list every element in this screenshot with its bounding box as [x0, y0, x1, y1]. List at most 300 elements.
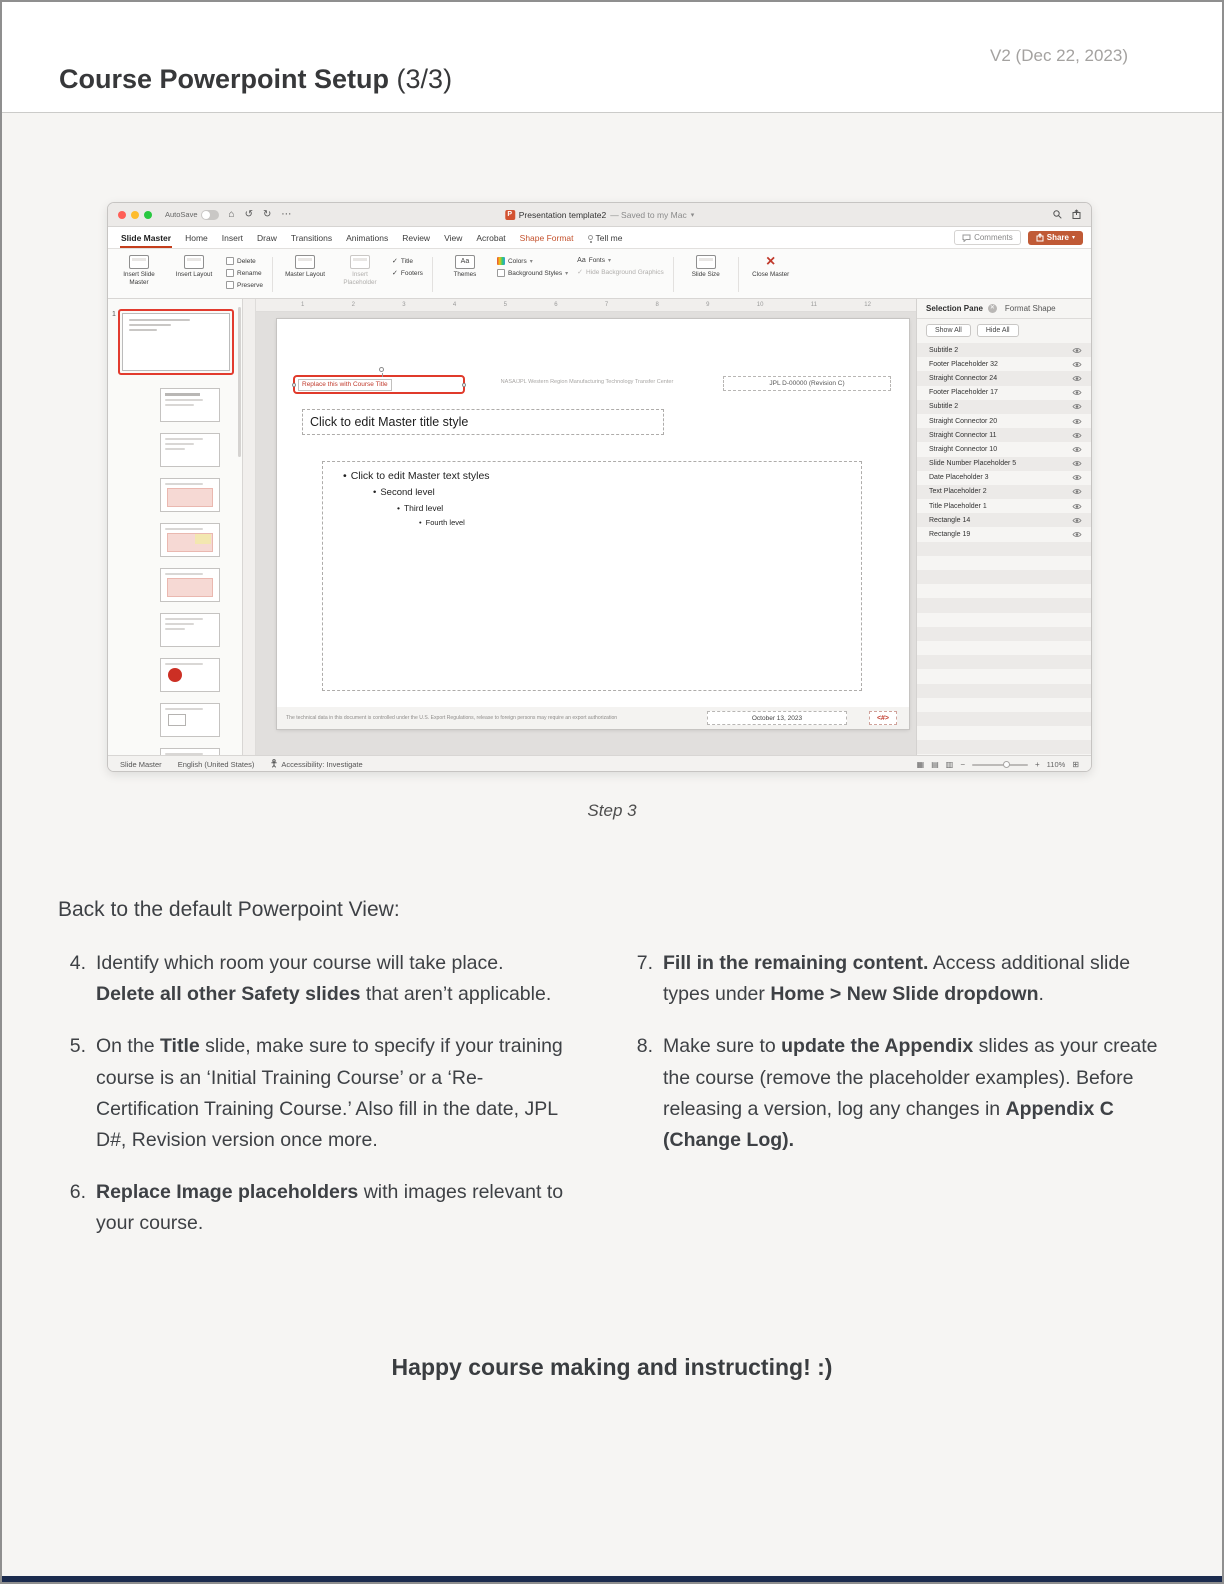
body-level-text: Second level: [380, 487, 435, 498]
titlebar-right: [1053, 206, 1081, 224]
selection-item-label: Title Placeholder 1: [929, 502, 987, 510]
selection-item-label: Footer Placeholder 17: [929, 389, 998, 397]
themes-label: Themes: [453, 271, 477, 278]
preserve-label: Preserve: [237, 281, 264, 289]
close-master-icon: ×: [766, 253, 776, 270]
toggle-knob: [202, 211, 210, 219]
tab-insert[interactable]: [215, 227, 250, 248]
selection-pane-item[interactable]: [917, 527, 1091, 541]
rename-label: Rename: [237, 269, 262, 277]
tab-label: Acrobat: [476, 232, 506, 243]
themes-button[interactable]: [442, 253, 488, 296]
selection-pane-empty-row: [917, 754, 1091, 755]
chevron-down-icon: ▾: [529, 258, 533, 265]
rename-icon: [226, 269, 234, 277]
slide-size-icon: [696, 255, 716, 269]
selection-pane-empty-row: [917, 669, 1091, 683]
instruction-number: 4.: [69, 952, 86, 974]
close-master-button[interactable]: [748, 253, 794, 296]
selection-pane-item[interactable]: [917, 343, 1091, 357]
thumb-sketch: [129, 324, 171, 326]
layout-thumbnail[interactable]: [160, 523, 220, 557]
theme-options-group: [497, 253, 568, 296]
selection-pane-buttons: [917, 319, 1091, 343]
slide-size-label: Slide Size: [691, 271, 720, 278]
instruction-segment: Make sure to: [663, 1035, 782, 1058]
instruction-bold-segment: update the Appendix: [781, 1035, 974, 1058]
body-level-text: Third level: [403, 503, 444, 513]
placeholder-options-group: [392, 253, 423, 296]
instruction-segment: Access additional slide types under: [663, 952, 1131, 1006]
visibility-eye-icon[interactable]: [1072, 446, 1082, 453]
instruction-bold-segment: Title: [159, 1035, 200, 1058]
selection-pane-empty-row: [917, 740, 1091, 754]
layout-thumbnail[interactable]: [160, 478, 220, 512]
selection-pane-item[interactable]: [917, 485, 1091, 499]
autosave-label: AutoSave: [165, 210, 198, 219]
page-title-suffix: (3/3): [396, 64, 453, 94]
page-footer-bar: [2, 1576, 1222, 1582]
thumb-sketch: [165, 399, 203, 401]
body-level-text: Fourth level: [425, 518, 465, 527]
tab-home[interactable]: [178, 227, 215, 248]
preserve-button[interactable]: [226, 281, 263, 289]
thumb-sketch: [165, 443, 194, 445]
bullet-glyph: •: [343, 470, 347, 482]
selection-item-label: Straight Connector 20: [929, 417, 998, 425]
visibility-eye-icon[interactable]: [1072, 460, 1082, 467]
visibility-eye-icon[interactable]: [1072, 517, 1082, 524]
body-level-3: [333, 503, 851, 513]
ribbon-separator: [738, 257, 739, 292]
lightbulb-icon: [588, 235, 593, 240]
body-level-4: [333, 518, 851, 527]
rename-button[interactable]: [226, 269, 263, 277]
background-styles-label: Background Styles: [507, 269, 563, 277]
export-control-text: The technical data in this document is controlled under the U.S. Export Regulations, release to foreign persons may require an export authorization: [286, 715, 618, 721]
thumb-sketch: [165, 573, 203, 575]
figure-caption: Step 3: [587, 801, 637, 820]
document-name: Presentation template2: [518, 209, 607, 220]
rotate-handle[interactable]: [379, 367, 384, 372]
colors-icon: [497, 257, 505, 265]
selection-item-label: Straight Connector 10: [929, 445, 998, 453]
selection-pane-item[interactable]: [917, 457, 1091, 471]
selection-item-label: Rectangle 19: [929, 531, 971, 539]
instruction-item: [626, 1031, 1174, 1156]
tab-label: View: [444, 232, 463, 243]
fonts-icon: Aa: [577, 257, 586, 264]
selection-item-label: Slide Number Placeholder 5: [929, 460, 1017, 468]
comments-button[interactable]: [954, 230, 1021, 245]
tab-label: Animations: [346, 232, 389, 243]
bullet-glyph: •: [419, 518, 422, 527]
course-title-annotation[interactable]: [293, 375, 465, 394]
course-title-textbox[interactable]: [298, 379, 392, 391]
vertical-ruler: [243, 299, 256, 755]
bullet-glyph: •: [397, 503, 400, 513]
jpl-doc-number-placeholder[interactable]: JPL D-00000 (Revision C): [723, 376, 891, 391]
selection-pane-empty-row: [917, 556, 1091, 570]
powerpoint-screenshot: [107, 202, 1092, 772]
delete-icon: [226, 257, 234, 265]
insert-layout-button[interactable]: [171, 253, 217, 296]
thumb-sketch: [168, 668, 182, 682]
visibility-eye-icon[interactable]: [1072, 389, 1082, 396]
selection-handle[interactable]: [292, 383, 296, 387]
ruler-number: 11: [810, 302, 817, 308]
zoom-slider[interactable]: [972, 764, 1028, 766]
hide-background-graphics-checkbox[interactable]: [577, 268, 664, 276]
instruction-text: [96, 1031, 564, 1156]
instruction-bold-segment: Fill in the remaining content.: [663, 952, 929, 974]
insert-placeholder-button[interactable]: [337, 253, 383, 296]
tab-tell-me[interactable]: [581, 227, 630, 248]
tab-label: Review: [402, 232, 431, 243]
close-master-label: Close Master: [752, 271, 790, 278]
instruction-bold-segment: Home > New Slide dropdown: [770, 983, 1039, 1006]
selection-pane: [916, 299, 1091, 755]
accessibility-icon: [270, 759, 278, 770]
format-shape-tab[interactable]: Format Shape: [1004, 304, 1056, 313]
tab-label: Transitions: [290, 232, 333, 243]
selection-pane-item[interactable]: [917, 471, 1091, 485]
window-title: [505, 210, 694, 220]
ruler-number: 12: [864, 302, 871, 308]
tab-label: Shape Format: [519, 232, 574, 243]
instructions-right-column: [626, 948, 1174, 1261]
share-sheet-icon[interactable]: [1072, 206, 1081, 224]
instruction-segment: .: [1038, 983, 1044, 1006]
thumb-sketch: [165, 438, 203, 440]
close-window-button[interactable]: [118, 211, 126, 219]
thumb-sketch: [165, 404, 194, 406]
instruction-text: [663, 1031, 1174, 1156]
selection-pane-item[interactable]: [917, 386, 1091, 400]
slide-number-placeholder[interactable]: <#>: [869, 711, 897, 725]
thumb-sketch: [165, 483, 203, 485]
title-checkbox[interactable]: [392, 257, 423, 265]
status-label: English (United States): [177, 760, 255, 769]
version-label: V2 (Dec 22, 2023): [990, 46, 1128, 65]
search-icon[interactable]: [1053, 206, 1062, 224]
page-title: [59, 64, 452, 95]
zoom-out-icon[interactable]: −: [960, 759, 965, 769]
instruction-number: 8.: [636, 1035, 653, 1058]
thumb-sketch: [165, 663, 203, 665]
instruction-number: 5.: [69, 1035, 86, 1058]
selection-pane-item[interactable]: [917, 428, 1091, 442]
check-icon: ✓: [392, 270, 398, 277]
selection-pane-item[interactable]: [917, 371, 1091, 385]
thumb-sketch: [165, 618, 203, 620]
ribbon-separator: [432, 257, 433, 292]
instruction-item: [59, 1031, 564, 1156]
bullet-glyph: •: [373, 487, 377, 498]
selection-pane-empty-row: [917, 570, 1091, 584]
selection-pane-item[interactable]: [917, 499, 1091, 513]
insert-layout-icon: [184, 255, 204, 269]
delete-button[interactable]: [226, 257, 263, 265]
undo-icon[interactable]: ↺: [244, 208, 253, 220]
insert-placeholder-label: Insert Placeholder: [343, 271, 377, 286]
ruler-number: 7: [604, 302, 609, 308]
master-body-placeholder[interactable]: [322, 461, 862, 691]
instruction-number: 7.: [636, 952, 653, 974]
fonts-dropdown[interactable]: [577, 257, 664, 264]
thumb-sketch: [167, 488, 213, 507]
selection-pane-empty-row: [917, 542, 1091, 556]
master-title-placeholder[interactable]: Click to edit Master title style: [302, 409, 664, 435]
selection-pane-empty-row: [917, 712, 1091, 726]
master-edit-group: [226, 253, 263, 296]
body-level-text: Click to edit Master text styles: [350, 470, 490, 482]
selection-pane-empty-row: [917, 655, 1091, 669]
selection-pane-empty-row: [917, 698, 1091, 712]
window-body: [108, 299, 1091, 755]
intro-text: Back to the default Powerpoint View:: [58, 898, 400, 921]
selection-pane-empty-row: [917, 641, 1091, 655]
selection-pane-empty-row: [917, 684, 1091, 698]
instruction-item: [59, 948, 564, 1010]
selection-item-label: Date Placeholder 3: [929, 474, 989, 482]
selection-pane-empty-row: [917, 584, 1091, 598]
powerpoint-app-icon: P: [505, 210, 515, 220]
selection-item-label: Subtitle 2: [929, 346, 959, 354]
selection-pane-empty-row: [917, 627, 1091, 641]
selection-pane-empty-row: [917, 613, 1091, 627]
status-bar: [108, 755, 1091, 772]
layout-thumbnail[interactable]: [160, 613, 220, 647]
ribbon-separator: [673, 257, 674, 292]
instruction-segment: On the: [96, 1035, 160, 1058]
thumb-sketch: [168, 714, 186, 726]
layout-thumbnail[interactable]: [160, 703, 220, 737]
body-level-2: [333, 487, 851, 498]
visibility-eye-icon[interactable]: [1072, 418, 1082, 425]
selection-handle[interactable]: [462, 383, 466, 387]
selection-pane-empty-row: [917, 598, 1091, 612]
instructions-left-column: [59, 948, 564, 1261]
preserve-icon: [226, 281, 234, 289]
status-label: Slide Master: [120, 760, 162, 769]
slide-size-button[interactable]: [683, 253, 729, 296]
ruler-number: 3: [402, 302, 406, 308]
minimize-window-button[interactable]: [131, 211, 139, 219]
tab-animations[interactable]: [339, 227, 395, 248]
visibility-eye-icon[interactable]: [1072, 403, 1082, 410]
colors-dropdown[interactable]: [497, 257, 568, 265]
ruler-number: 9: [706, 302, 710, 308]
thumb-sketch: [129, 319, 190, 321]
more-commands-icon[interactable]: ⋯: [281, 208, 292, 220]
selection-pane-tab[interactable]: [926, 304, 997, 313]
ribbon: [108, 249, 1091, 299]
themes-icon: [455, 255, 475, 269]
thumb-sketch: [165, 708, 203, 710]
date-placeholder[interactable]: October 13, 2023: [707, 711, 847, 725]
redo-icon[interactable]: ↻: [262, 208, 272, 220]
layout-thumbnail[interactable]: [160, 658, 220, 692]
tab-label: Insert: [221, 232, 244, 243]
instruction-bold-segment: Delete all other Safety slides: [96, 983, 361, 1006]
selection-pane-item[interactable]: [917, 442, 1091, 456]
fullscreen-window-button[interactable]: [144, 211, 152, 219]
insert-placeholder-icon: [350, 255, 370, 269]
slide-master-canvas: [277, 319, 909, 729]
instruction-bold-segment: Appendix C (Change Log).: [663, 1097, 1114, 1151]
chevron-down-icon: ▾: [607, 258, 611, 264]
thumb-sketch: [167, 578, 213, 597]
layout-thumbnail[interactable]: [160, 388, 220, 422]
thumb-sketch: [165, 628, 185, 630]
thumb-sketch: [165, 448, 185, 450]
page-title-main: Course Powerpoint Setup: [59, 64, 390, 94]
horizontal-ruler: [256, 299, 916, 312]
instruction-text: [96, 1177, 564, 1239]
close-pane-icon[interactable]: ✕: [989, 305, 995, 311]
title-checkbox-label: Title: [400, 257, 413, 265]
document-header: [2, 2, 1222, 113]
share-button[interactable]: [1028, 231, 1083, 245]
tab-shape-format[interactable]: [513, 227, 581, 248]
selection-item-label: Subtitle 2: [929, 403, 959, 411]
zoom-slider-knob[interactable]: [1003, 761, 1010, 768]
layout-thumbnail[interactable]: [160, 568, 220, 602]
tab-label: Draw: [257, 232, 277, 243]
autosave-toggle[interactable]: [201, 210, 219, 220]
background-styles-dropdown[interactable]: [497, 269, 568, 277]
tab-transitions[interactable]: [284, 227, 339, 248]
comments-label: Comments: [974, 233, 1013, 242]
visibility-eye-icon[interactable]: [1072, 432, 1082, 439]
tab-label: Home: [185, 232, 208, 243]
thumb-sketch: [165, 753, 203, 755]
tab-label: Tell me: [595, 232, 623, 243]
zoom-level: 110%: [1046, 760, 1066, 769]
selection-pane-item[interactable]: [917, 400, 1091, 414]
ruler-number: 8: [655, 302, 659, 308]
tab-label: Slide Master: [121, 232, 172, 243]
window-titlebar: [108, 203, 1091, 227]
slide-sorter-view-icon[interactable]: ▤: [931, 759, 939, 769]
instruction-number: 6.: [69, 1181, 86, 1204]
chevron-down-icon: ▾: [1071, 235, 1075, 241]
status-bar-right: [917, 760, 1079, 769]
thumbnail-number: 1: [112, 311, 116, 318]
selection-item-label: Straight Connector 11: [929, 431, 997, 439]
fonts-label: Fonts: [588, 257, 605, 264]
zoom-in-icon[interactable]: +: [1034, 759, 1040, 769]
home-icon[interactable]: ⌂: [228, 208, 235, 220]
layout-thumbnails: [108, 388, 242, 755]
footers-checkbox-label: Footers: [400, 269, 423, 277]
instruction-bold-segment: Replace Image placeholders: [96, 1181, 359, 1204]
selection-pane-item[interactable]: [917, 357, 1091, 371]
hide-all-button[interactable]: Hide All: [977, 324, 1019, 337]
ruler-number: 4: [452, 302, 457, 308]
tab-draw[interactable]: [250, 227, 284, 248]
insert-slide-master-label: Insert Slide Master: [123, 271, 155, 286]
instruction-segment: Identify which room your course will take place.: [96, 952, 504, 974]
status-language[interactable]: [178, 760, 255, 769]
master-layout-label: Master Layout: [285, 271, 325, 278]
check-icon: ✓: [392, 258, 398, 265]
ruler-number: 10: [756, 302, 764, 308]
selection-pane-list: [917, 343, 1091, 755]
visibility-eye-icon[interactable]: [1072, 503, 1082, 510]
visibility-eye-icon[interactable]: [1072, 531, 1082, 538]
share-label: Share: [1046, 233, 1069, 242]
selected-thumbnail-highlight: [118, 309, 234, 375]
show-all-button[interactable]: Show All: [926, 324, 971, 337]
selection-item-label: Text Placeholder 2: [929, 488, 987, 496]
check-icon: ✓: [577, 269, 584, 276]
visibility-eye-icon[interactable]: [1072, 375, 1082, 382]
colors-label: Colors: [507, 257, 527, 265]
insert-layout-label: Insert Layout: [175, 271, 213, 278]
layout-thumbnail[interactable]: [160, 433, 220, 467]
tab-view[interactable]: [437, 227, 469, 248]
selection-pane-title: Selection Pane: [926, 304, 983, 313]
slideshow-view-icon[interactable]: ▥: [945, 759, 954, 769]
slide-header-text: NASA/JPL Western Region Manufacturing Technology Transfer Center: [500, 379, 674, 385]
normal-view-icon[interactable]: ▦: [916, 759, 925, 769]
footers-checkbox[interactable]: [392, 269, 423, 277]
thumb-sketch: [165, 623, 194, 625]
visibility-eye-icon[interactable]: [1072, 488, 1082, 495]
selection-item-label: Footer Placeholder 32: [929, 360, 998, 368]
instruction-text: [96, 948, 564, 1010]
chevron-down-icon: ▾: [565, 270, 569, 277]
instruction-segment: slide, make sure to specify if your training course is an ‘Initial Training Course’ or a ‘Re-Certification Training Course.’ Also fill in the date, JPL D#, Revision version once more.: [96, 1035, 563, 1151]
tab-slide-master[interactable]: [114, 227, 178, 248]
tab-review[interactable]: [395, 227, 437, 248]
visibility-eye-icon[interactable]: [1072, 361, 1082, 368]
layout-thumbnail[interactable]: [160, 748, 220, 755]
instruction-columns: [59, 948, 1174, 1261]
thumb-sketch: [195, 534, 211, 544]
master-layout-button[interactable]: [282, 253, 328, 296]
selection-pane-item[interactable]: [917, 513, 1091, 527]
selection-pane-empty-row: [917, 726, 1091, 740]
instruction-segment: with images relevant to your course.: [96, 1181, 564, 1235]
instruction-item: [59, 1177, 564, 1239]
selection-item-label: Straight Connector 24: [929, 374, 998, 382]
delete-label: Delete: [237, 257, 256, 265]
status-mode-label: [120, 760, 162, 769]
selection-pane-item[interactable]: [917, 414, 1091, 428]
status-accessibility[interactable]: [270, 759, 362, 770]
fit-to-window-icon[interactable]: ⊞: [1072, 759, 1079, 769]
chevron-down-icon[interactable]: ▾: [690, 211, 695, 219]
tab-acrobat[interactable]: [469, 227, 512, 248]
insert-slide-master-icon: [129, 255, 149, 269]
insert-slide-master-button[interactable]: [116, 253, 162, 296]
background-styles-icon: [497, 269, 505, 277]
tabbar-right: [954, 227, 1083, 248]
instruction-text: [663, 948, 1174, 1010]
visibility-eye-icon[interactable]: [1072, 474, 1082, 481]
instruction-segment: slides as your create the course (remove the placeholder examples). Before releasing a version, log any changes in: [663, 1035, 1158, 1120]
instruction-segment: that aren’t applicable.: [360, 983, 552, 1006]
body-level-1: [333, 470, 851, 482]
visibility-eye-icon[interactable]: [1072, 347, 1082, 354]
master-layout-icon: [295, 255, 315, 269]
master-slide-thumbnail[interactable]: [122, 313, 230, 371]
thumb-sketch: [165, 528, 203, 530]
status-bar-left: [120, 759, 363, 770]
